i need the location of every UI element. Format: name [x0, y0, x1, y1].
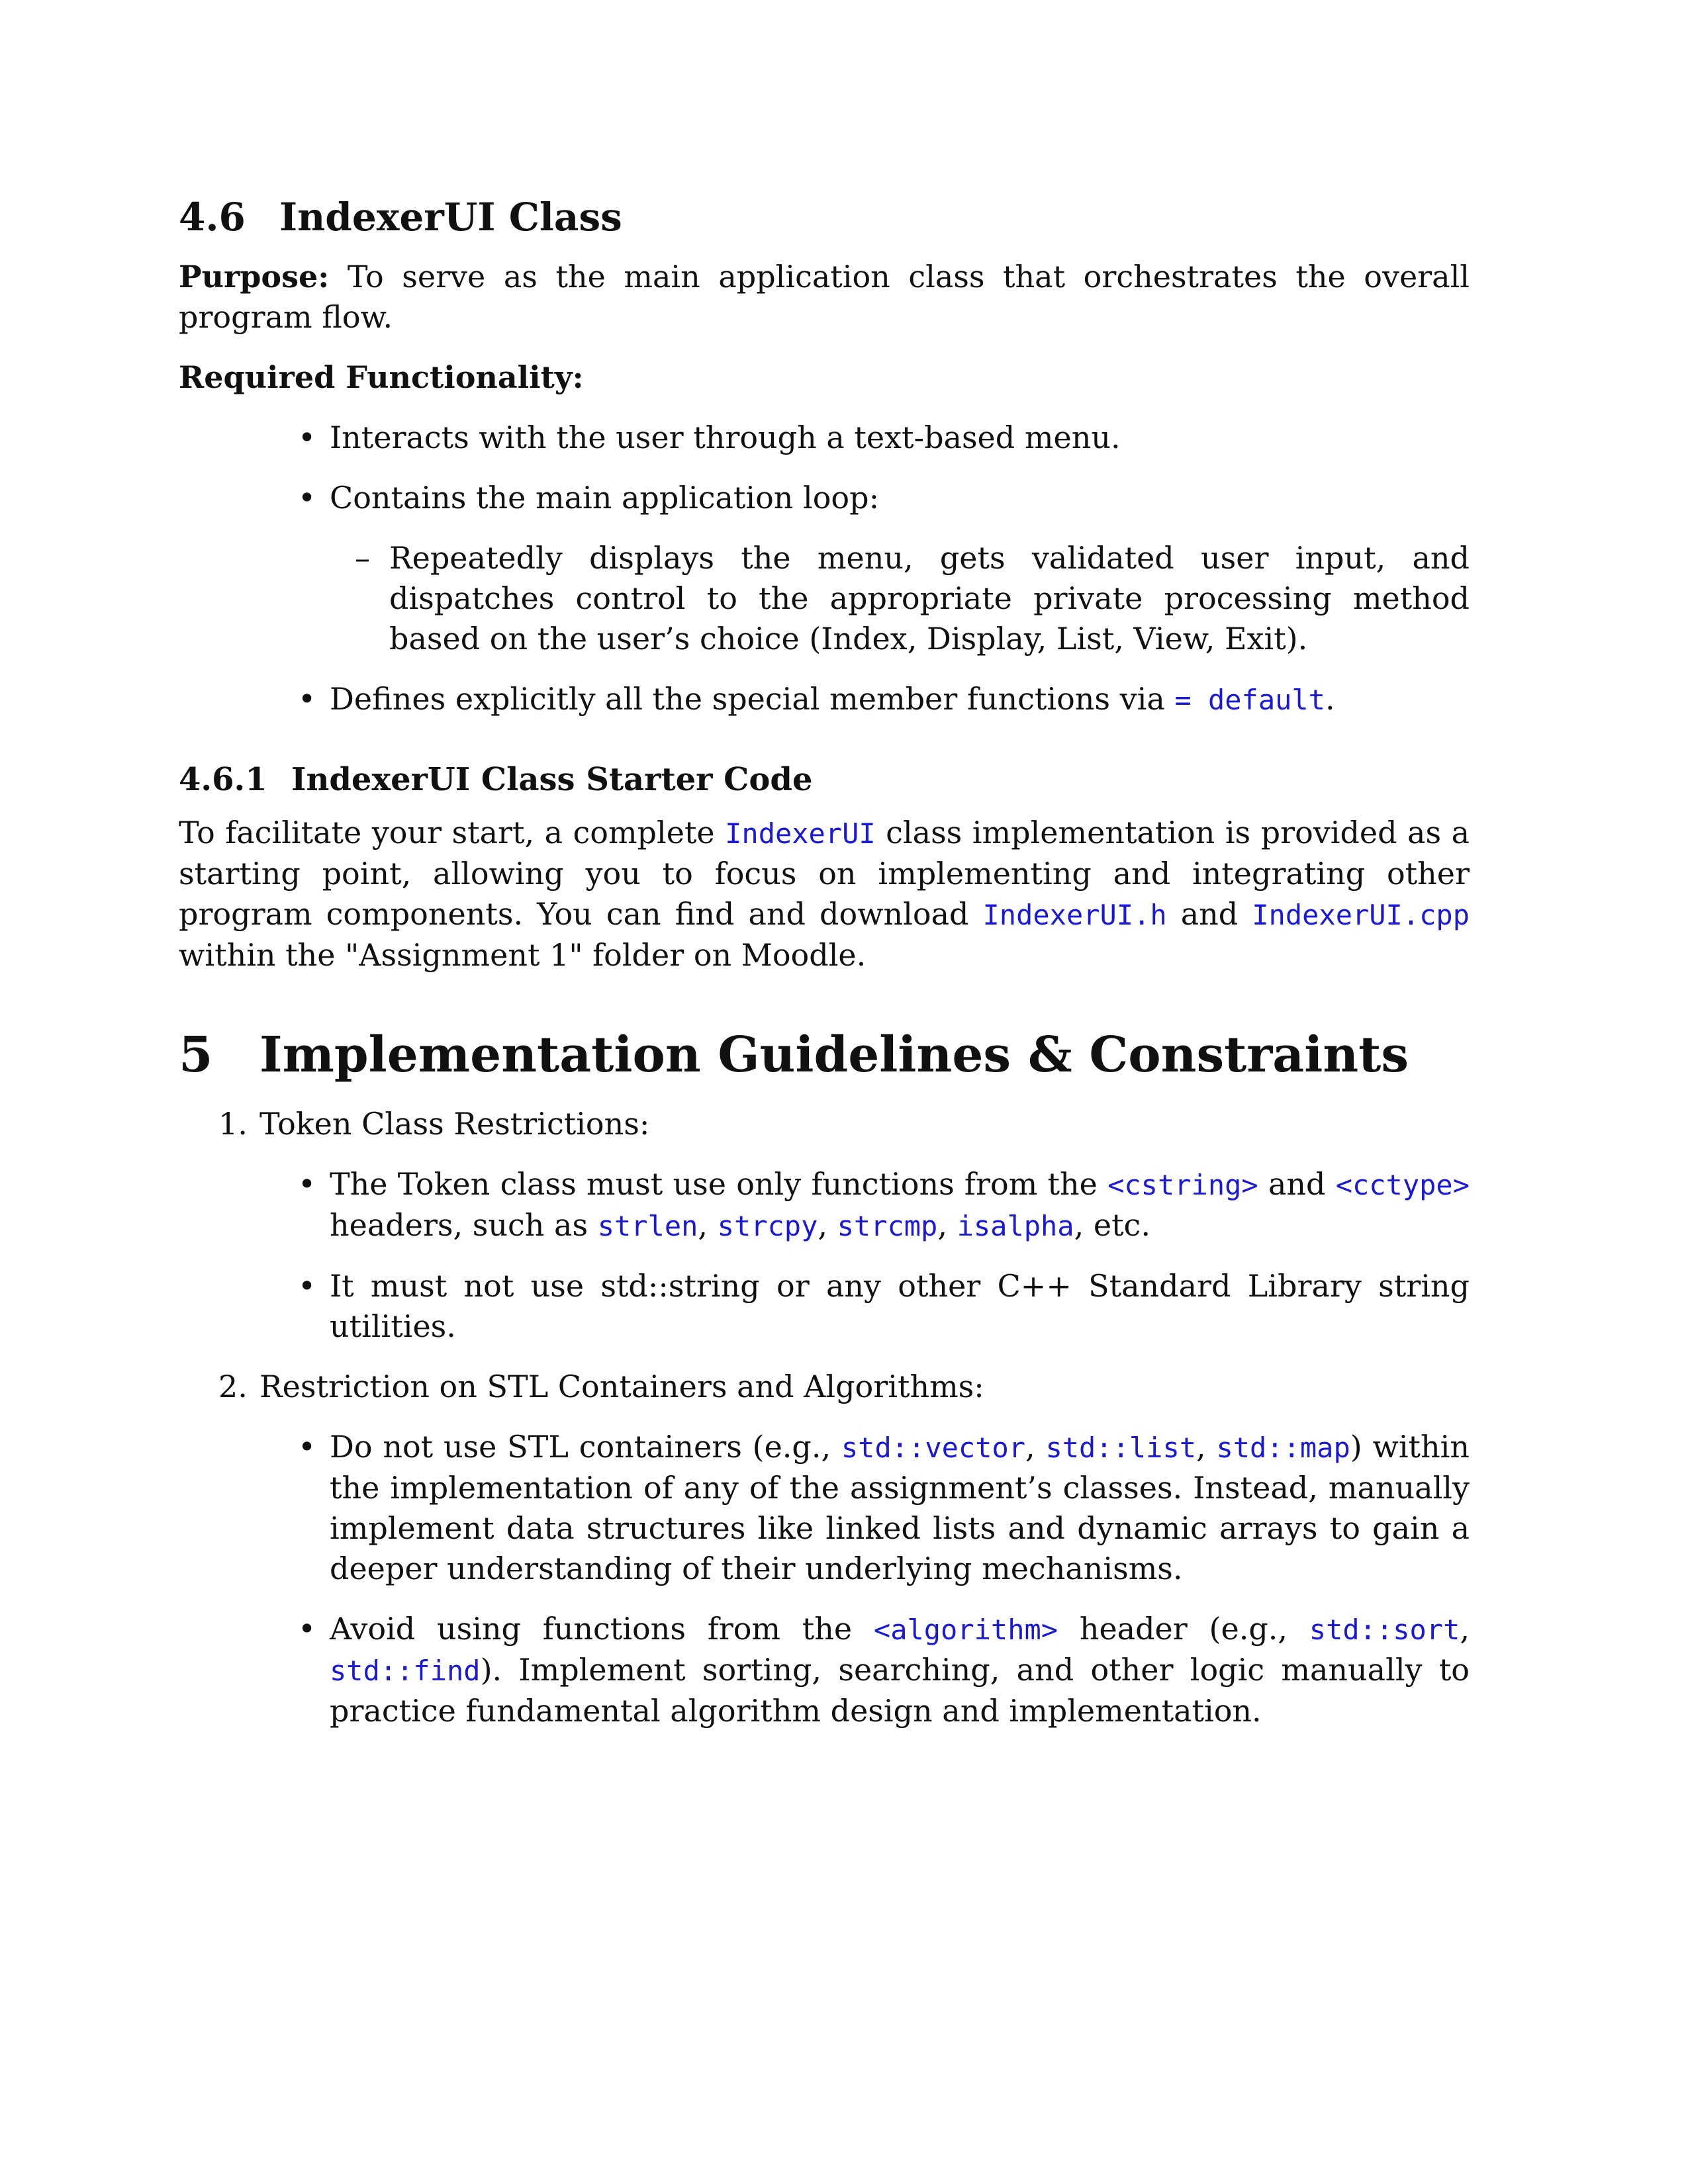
list-item-text: ,: [1196, 1429, 1217, 1465]
bullet-icon: •: [298, 1429, 316, 1465]
dash-icon: –: [355, 540, 370, 576]
list-item-text: ,: [937, 1207, 957, 1243]
list-item-text: headers, such as: [330, 1207, 598, 1243]
paragraph-text: within the "Assignment 1" folder on Moodle.: [179, 937, 867, 973]
list-item-text: .: [1325, 681, 1335, 717]
bullet-icon: •: [298, 1611, 316, 1647]
bullet-icon: •: [298, 681, 316, 717]
list-item-text: header (e.g.,: [1058, 1611, 1309, 1647]
list-item-text: ,: [818, 1207, 837, 1243]
inline-code: strlen: [597, 1210, 698, 1242]
inline-code: IndexerUI: [725, 817, 876, 850]
sub-list: [330, 538, 1470, 659]
sub-list-item-text: Repeatedly displays the menu, gets validated user input, and dispatches control to the appropriate private processing method based on the user’s choice (Index, Display, List, View, Exit).: [389, 540, 1470, 657]
list-item: [298, 418, 1470, 458]
numbered-item: [218, 1367, 1470, 1731]
list-item-text: Defines explicitly all the special member functions via: [330, 681, 1175, 717]
paragraph-text: To facilitate your start, a complete: [179, 815, 726, 850]
subsection-heading-4-6-1: [179, 758, 1470, 801]
section-heading-5: [179, 1024, 1470, 1085]
inline-code: = default: [1174, 684, 1325, 716]
list-item: [298, 1164, 1470, 1246]
list-item-text: ,: [1460, 1611, 1470, 1647]
list-item-text: ) within the implementation of any of the assignment’s classes. Instead, manually implement data structures like linked lists and dynamic arrays to gain a deeper understanding of their underlying mechanisms.: [330, 1429, 1470, 1586]
inline-code: std::sort: [1309, 1614, 1460, 1646]
item-label: Token Class Restrictions:: [259, 1106, 650, 1142]
inline-code: <algorithm>: [873, 1614, 1058, 1646]
inline-code: IndexerUI.h: [982, 899, 1167, 931]
list-item: [298, 1427, 1470, 1589]
item-number: 1.: [218, 1106, 248, 1142]
item-number: 2.: [218, 1369, 248, 1404]
sub-bullet-list: [259, 1164, 1470, 1347]
list-item-text: , etc.: [1074, 1207, 1150, 1243]
list-item: [298, 1609, 1470, 1731]
inline-code: std::find: [330, 1655, 481, 1687]
list-item-text: ,: [1025, 1429, 1046, 1465]
inline-code: strcpy: [717, 1210, 818, 1242]
inline-code: <cstring>: [1107, 1169, 1258, 1201]
subsection-title: IndexerUI Class Starter Code: [291, 761, 813, 798]
list-item-text: Avoid using functions from the: [330, 1611, 874, 1647]
list-item-text: The Token class must use only functions from the: [330, 1166, 1108, 1202]
sub-list-item: [355, 538, 1470, 659]
numbered-item: [218, 1104, 1470, 1347]
list-item-text: and: [1258, 1166, 1336, 1202]
section-heading-4-6: [179, 192, 1470, 242]
inline-code: std::list: [1045, 1432, 1197, 1464]
purpose-paragraph: [179, 257, 1470, 338]
list-item-text: Interacts with the user through a text-based menu.: [330, 420, 1121, 455]
list-item: [298, 1266, 1470, 1347]
functionality-list: [179, 418, 1470, 720]
inline-code: IndexerUI.cpp: [1252, 899, 1470, 931]
document-page: [179, 192, 1470, 1751]
paragraph-text: class implementation is provided as a starting point, allowing you to focus on implementing and integrating other program components. You can find and download: [179, 815, 1470, 932]
bullet-icon: •: [298, 420, 316, 455]
bullet-icon: •: [298, 480, 316, 516]
inline-code: <cctype>: [1335, 1169, 1470, 1201]
purpose-label: Purpose:: [179, 259, 330, 295]
list-item: [298, 478, 1470, 659]
inline-code: isalpha: [957, 1210, 1074, 1242]
list-item-text: ). Implement sorting, searching, and other logic manually to practice fundamental algorithm design and implementation.: [330, 1652, 1470, 1729]
section-number: 5: [179, 1026, 213, 1083]
list-item-text: ,: [698, 1207, 718, 1243]
inline-code: std::vector: [841, 1432, 1026, 1464]
section-title: Implementation Guidelines & Constraints: [259, 1026, 1409, 1083]
list-item-text: It must not use std::string or any other C++ Standard Library string utilities.: [330, 1268, 1470, 1344]
subsection-number: 4.6.1: [179, 761, 267, 798]
section-number: 4.6: [179, 195, 246, 240]
inline-code: strcmp: [837, 1210, 938, 1242]
starter-code-paragraph: [179, 813, 1470, 976]
required-functionality-label: Required Functionality:: [179, 359, 584, 395]
bullet-icon: •: [298, 1166, 316, 1202]
inline-code: std::map: [1216, 1432, 1350, 1464]
constraints-list: [179, 1104, 1470, 1731]
paragraph-text: and: [1166, 896, 1252, 932]
purpose-text: To serve as the main application class that orchestrates the overall program flow.: [179, 259, 1470, 335]
list-item: [298, 679, 1470, 720]
list-item-text: Do not use STL containers (e.g.,: [330, 1429, 841, 1465]
list-item-text: Contains the main application loop:: [330, 480, 880, 516]
section-title: IndexerUI Class: [279, 195, 622, 240]
item-label: Restriction on STL Containers and Algorithms:: [259, 1369, 984, 1404]
bullet-icon: •: [298, 1268, 316, 1304]
sub-bullet-list: [259, 1427, 1470, 1731]
